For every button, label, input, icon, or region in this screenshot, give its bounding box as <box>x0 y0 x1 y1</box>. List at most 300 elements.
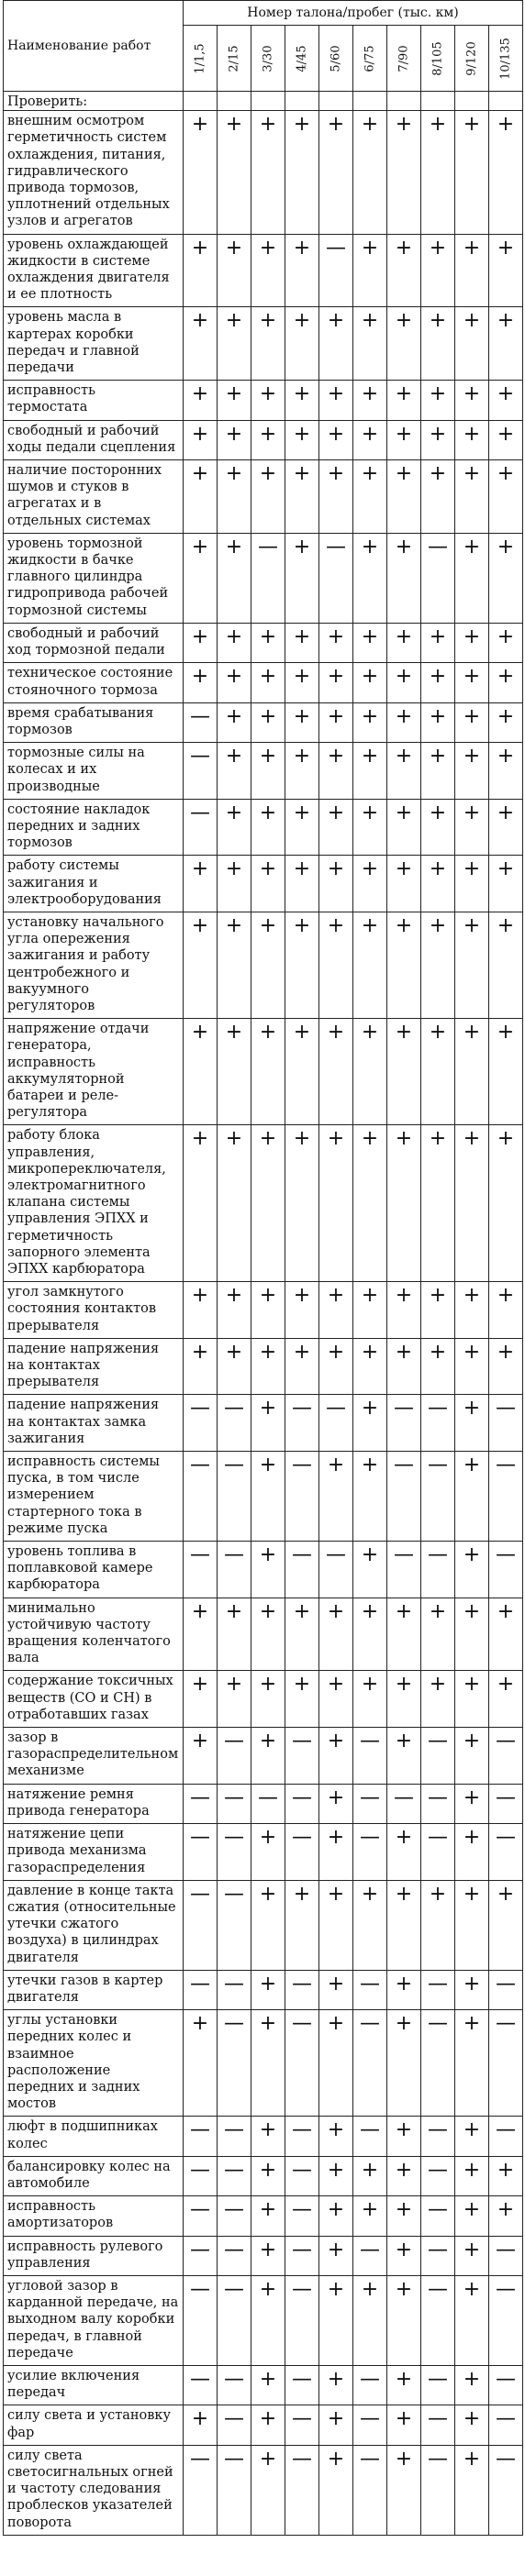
schedule-mark: + <box>387 743 421 800</box>
schedule-mark: + <box>285 702 319 742</box>
schedule-mark: — <box>184 1395 218 1452</box>
schedule-mark: — <box>319 533 353 623</box>
schedule-mark: — <box>184 2275 218 2365</box>
schedule-mark: + <box>387 2010 421 2117</box>
schedule-mark: + <box>489 623 523 662</box>
table-row <box>4 1728 523 1785</box>
schedule-mark: + <box>353 663 387 702</box>
work-description: установку начального угла опережения зажигания и работу центробежного и вакуумного регуляторов <box>4 912 184 1018</box>
coupon-label: 1/1,5 <box>193 42 207 74</box>
table-row <box>4 799 523 856</box>
schedule-mark: + <box>455 420 489 459</box>
schedule-mark: + <box>285 1125 319 1282</box>
schedule-mark: + <box>489 2196 523 2236</box>
schedule-mark: + <box>353 2275 387 2365</box>
schedule-mark: + <box>285 111 319 234</box>
coupon-label: 4/45 <box>295 45 309 72</box>
table-row <box>4 1880 523 1970</box>
schedule-mark: + <box>353 2196 387 2236</box>
work-description: исправность термостата <box>4 381 184 420</box>
schedule-mark: + <box>319 2156 353 2195</box>
schedule-mark: + <box>184 856 218 912</box>
schedule-mark: — <box>489 1452 523 1542</box>
schedule-mark: — <box>218 2445 251 2535</box>
schedule-mark: + <box>387 1338 421 1395</box>
schedule-mark: + <box>387 912 421 1018</box>
table-row <box>4 2445 523 2535</box>
schedule-mark: + <box>218 307 251 381</box>
work-description: исправность амортизаторов <box>4 2196 184 2236</box>
schedule-mark: + <box>184 663 218 702</box>
schedule-mark: + <box>455 2156 489 2195</box>
schedule-mark: + <box>387 2405 421 2445</box>
coupon-group-header: Номер талона/пробег (тыс. км) <box>184 1 523 26</box>
table-row <box>4 2010 523 2117</box>
schedule-mark: + <box>455 1880 489 1970</box>
schedule-mark: + <box>353 234 387 307</box>
schedule-mark: — <box>421 2156 455 2195</box>
schedule-mark: — <box>421 2236 455 2275</box>
schedule-mark: + <box>489 381 523 420</box>
schedule-mark: — <box>353 2445 387 2535</box>
schedule-mark: — <box>489 1728 523 1785</box>
schedule-mark: + <box>489 912 523 1018</box>
coupon-header <box>421 26 455 92</box>
schedule-mark: — <box>489 1970 523 2009</box>
schedule-mark: + <box>489 1282 523 1339</box>
schedule-mark: + <box>353 1125 387 1282</box>
schedule-mark: — <box>421 1395 455 1452</box>
schedule-mark: + <box>455 381 489 420</box>
schedule-mark: + <box>218 1338 251 1395</box>
schedule-mark: — <box>218 1728 251 1785</box>
schedule-mark: + <box>455 2196 489 2236</box>
schedule-mark: + <box>455 234 489 307</box>
work-description: угловой зазор в карданной передаче, на выходном валу коробки передач, в главной передаче <box>4 2275 184 2365</box>
schedule-mark: + <box>455 2117 489 2156</box>
schedule-mark: + <box>184 1282 218 1339</box>
schedule-mark: — <box>421 2365 455 2405</box>
work-description: натяжение цепи привода механизма газораспределения <box>4 1824 184 1881</box>
schedule-mark: + <box>455 1824 489 1881</box>
schedule-mark: — <box>218 2275 251 2365</box>
schedule-mark: + <box>353 420 387 459</box>
schedule-mark: + <box>489 799 523 856</box>
schedule-mark: — <box>353 2010 387 2117</box>
work-description: техническое состояние стояночного тормоза <box>4 663 184 702</box>
schedule-mark: — <box>489 1784 523 1823</box>
schedule-mark: — <box>285 1824 319 1881</box>
schedule-mark: + <box>251 2156 285 2195</box>
work-description: угол замкнутого состояния контактов прерывателя <box>4 1282 184 1339</box>
schedule-mark: + <box>285 743 319 800</box>
schedule-mark: + <box>184 1598 218 1671</box>
schedule-mark: — <box>489 2236 523 2275</box>
work-column-header: Наименование работ <box>4 1 184 92</box>
schedule-mark: + <box>489 1338 523 1395</box>
schedule-mark: + <box>285 856 319 912</box>
schedule-mark: — <box>184 2117 218 2156</box>
schedule-mark: + <box>455 2275 489 2365</box>
schedule-mark: — <box>421 2275 455 2365</box>
schedule-mark: + <box>319 2275 353 2365</box>
table-row <box>4 1671 523 1728</box>
schedule-mark: + <box>353 799 387 856</box>
schedule-mark: + <box>387 2365 421 2405</box>
schedule-mark: + <box>421 1598 455 1671</box>
schedule-mark: — <box>218 1970 251 2009</box>
schedule-mark: + <box>353 1542 387 1598</box>
schedule-mark: + <box>251 1019 285 1125</box>
table-row <box>4 1598 523 1671</box>
work-description: работу системы зажигания и электрооборудования <box>4 856 184 912</box>
schedule-mark: + <box>251 1542 285 1598</box>
schedule-mark: — <box>489 2117 523 2156</box>
schedule-mark: + <box>353 743 387 800</box>
schedule-mark: — <box>251 1784 285 1823</box>
work-description: работу блока управления, микропереключателя, электромагнитного клапана системы управления ЭПХХ и герметичность запорного элемента ЭПХХ карбюратора <box>4 1125 184 1282</box>
schedule-mark: + <box>319 623 353 662</box>
schedule-mark: + <box>387 381 421 420</box>
schedule-mark: — <box>251 533 285 623</box>
schedule-mark: — <box>184 743 218 800</box>
schedule-mark: + <box>489 702 523 742</box>
schedule-mark: + <box>184 307 218 381</box>
coupon-header <box>455 26 489 92</box>
schedule-mark: — <box>285 2445 319 2535</box>
schedule-mark: + <box>218 1671 251 1728</box>
coupon-header <box>319 26 353 92</box>
schedule-mark: + <box>489 743 523 800</box>
schedule-mark: + <box>285 420 319 459</box>
schedule-mark: + <box>218 381 251 420</box>
schedule-mark: + <box>455 1282 489 1339</box>
schedule-mark: + <box>387 799 421 856</box>
schedule-mark: — <box>421 1542 455 1598</box>
schedule-mark: + <box>353 1338 387 1395</box>
schedule-mark: — <box>421 2445 455 2535</box>
schedule-mark: + <box>184 381 218 420</box>
schedule-mark: + <box>319 663 353 702</box>
schedule-mark: + <box>319 1824 353 1881</box>
schedule-mark: + <box>455 2445 489 2535</box>
schedule-mark: + <box>285 663 319 702</box>
schedule-mark: + <box>387 2117 421 2156</box>
work-description: падение напряжения на контактах прерывателя <box>4 1338 184 1395</box>
schedule-mark: + <box>489 1671 523 1728</box>
schedule-mark: + <box>251 2196 285 2236</box>
schedule-mark: + <box>421 1282 455 1339</box>
schedule-mark: — <box>421 2010 455 2117</box>
schedule-mark: + <box>455 533 489 623</box>
schedule-mark: + <box>455 1338 489 1395</box>
schedule-mark: — <box>421 1970 455 2009</box>
coupon-header <box>251 26 285 92</box>
schedule-mark: + <box>353 111 387 234</box>
work-description: зазор в газораспределительном механизме <box>4 1728 184 1785</box>
table-row <box>4 2117 523 2156</box>
schedule-mark: + <box>353 912 387 1018</box>
schedule-mark: — <box>218 1784 251 1823</box>
schedule-mark: + <box>455 460 489 534</box>
schedule-mark: + <box>421 856 455 912</box>
schedule-mark: + <box>319 1019 353 1125</box>
schedule-mark: + <box>387 1671 421 1728</box>
work-description: исправность системы пуска, в том числе измерением стартерного тока в режиме пуска <box>4 1452 184 1542</box>
schedule-mark: + <box>455 307 489 381</box>
work-description: наличие посторонних шумов и стуков в агрегатах и в отдельных системах <box>4 460 184 534</box>
table-row <box>4 1970 523 2009</box>
schedule-mark: + <box>319 799 353 856</box>
schedule-mark: + <box>319 381 353 420</box>
schedule-mark: + <box>353 307 387 381</box>
schedule-mark: — <box>353 1784 387 1823</box>
schedule-mark: + <box>387 307 421 381</box>
schedule-mark: + <box>218 1019 251 1125</box>
schedule-mark: + <box>421 111 455 234</box>
table-row <box>4 856 523 912</box>
schedule-mark: — <box>184 1784 218 1823</box>
schedule-mark: + <box>218 533 251 623</box>
schedule-mark: + <box>319 1671 353 1728</box>
schedule-mark: — <box>218 2010 251 2117</box>
schedule-mark: + <box>387 2275 421 2365</box>
schedule-mark: — <box>489 1395 523 1452</box>
work-description: давление в конце такта сжатия (относительные утечки сжатого воздуха) в цилиндрах двигателя <box>4 1880 184 1970</box>
schedule-mark: + <box>455 2236 489 2275</box>
schedule-mark: — <box>218 1452 251 1542</box>
table-row <box>4 623 523 662</box>
schedule-mark: — <box>421 1452 455 1542</box>
schedule-mark: — <box>184 2365 218 2405</box>
coupon-label: 9/120 <box>464 40 479 76</box>
schedule-mark: — <box>353 1824 387 1881</box>
table-row <box>4 460 523 534</box>
schedule-mark: + <box>184 1019 218 1125</box>
schedule-mark: + <box>251 1970 285 2009</box>
schedule-mark: — <box>218 1395 251 1452</box>
schedule-mark: + <box>319 1598 353 1671</box>
schedule-mark: — <box>353 2236 387 2275</box>
schedule-mark: + <box>489 460 523 534</box>
schedule-mark: + <box>489 1880 523 1970</box>
schedule-mark: + <box>319 1282 353 1339</box>
schedule-mark: + <box>218 856 251 912</box>
schedule-mark: + <box>184 1728 218 1785</box>
schedule-mark: + <box>387 111 421 234</box>
schedule-mark: + <box>353 856 387 912</box>
schedule-mark: + <box>251 743 285 800</box>
schedule-mark: + <box>455 1784 489 1823</box>
schedule-mark: + <box>184 1671 218 1728</box>
table-row <box>4 1125 523 1282</box>
table-row <box>4 1019 523 1125</box>
work-description: содержание токсичных веществ (СО и СН) в отработавших газах <box>4 1671 184 1728</box>
schedule-mark: + <box>421 799 455 856</box>
schedule-mark: + <box>387 2445 421 2535</box>
schedule-mark: — <box>218 1824 251 1881</box>
schedule-mark: + <box>251 623 285 662</box>
schedule-mark: — <box>184 702 218 742</box>
schedule-mark: + <box>387 1019 421 1125</box>
schedule-mark: + <box>489 663 523 702</box>
table-row <box>4 2236 523 2275</box>
schedule-mark: + <box>387 1824 421 1881</box>
table-row <box>4 2405 523 2445</box>
work-description: состояние накладок передних и задних тормозов <box>4 799 184 856</box>
coupon-label: 3/30 <box>261 45 275 72</box>
schedule-mark: + <box>319 2405 353 2445</box>
schedule-mark: + <box>455 1542 489 1598</box>
schedule-mark: + <box>421 1671 455 1728</box>
schedule-mark: + <box>218 420 251 459</box>
schedule-mark: + <box>319 702 353 742</box>
table-row <box>4 1395 523 1452</box>
schedule-mark: + <box>353 1598 387 1671</box>
schedule-mark: + <box>218 663 251 702</box>
schedule-mark: + <box>455 1598 489 1671</box>
schedule-mark: + <box>353 1671 387 1728</box>
schedule-mark: + <box>319 111 353 234</box>
schedule-mark: + <box>251 702 285 742</box>
schedule-mark: + <box>353 1395 387 1452</box>
schedule-mark: + <box>251 1452 285 1542</box>
schedule-mark: + <box>251 1598 285 1671</box>
schedule-mark: + <box>387 1728 421 1785</box>
schedule-mark: + <box>218 1125 251 1282</box>
schedule-mark: + <box>421 420 455 459</box>
schedule-mark: + <box>387 420 421 459</box>
table-row <box>4 1542 523 1598</box>
schedule-mark: — <box>184 1824 218 1881</box>
work-description: свободный и рабочий ход тормозной педали <box>4 623 184 662</box>
schedule-mark: + <box>387 663 421 702</box>
schedule-mark: + <box>421 234 455 307</box>
schedule-mark: — <box>421 2117 455 2156</box>
schedule-mark: + <box>421 1125 455 1282</box>
work-description: минимально устойчивую частоту вращения коленчатого вала <box>4 1598 184 1671</box>
schedule-mark: + <box>285 1671 319 1728</box>
table-row <box>4 2156 523 2195</box>
coupon-header <box>184 26 218 92</box>
schedule-mark: + <box>218 234 251 307</box>
schedule-mark: + <box>421 1338 455 1395</box>
schedule-mark: + <box>218 1282 251 1339</box>
schedule-mark: + <box>285 1598 319 1671</box>
schedule-mark: + <box>489 533 523 623</box>
schedule-mark: + <box>455 2365 489 2405</box>
schedule-mark: — <box>285 1452 319 1542</box>
schedule-mark: + <box>285 533 319 623</box>
schedule-mark: — <box>353 2365 387 2405</box>
work-description: уровень охлаждающей жидкости в системе охлаждения двигателя и ее плотность <box>4 234 184 307</box>
table-row <box>4 2196 523 2236</box>
schedule-mark: — <box>218 1542 251 1598</box>
schedule-mark: + <box>489 1125 523 1282</box>
schedule-mark: — <box>421 1728 455 1785</box>
schedule-mark: + <box>251 2236 285 2275</box>
schedule-mark: + <box>455 1728 489 1785</box>
schedule-mark: — <box>285 1542 319 1598</box>
work-description: внешним осмотром герметичность систем охлаждения, питания, гидравлического привода тормозов, уплотнений отдельных узлов и агрегатов <box>4 111 184 234</box>
schedule-mark: — <box>353 1970 387 2009</box>
coupon-header <box>285 26 319 92</box>
schedule-mark: + <box>387 460 421 534</box>
coupon-label: 2/15 <box>227 45 241 72</box>
schedule-mark: + <box>319 856 353 912</box>
schedule-mark: + <box>184 1125 218 1282</box>
schedule-mark: + <box>251 381 285 420</box>
schedule-mark: + <box>319 912 353 1018</box>
table-row <box>4 307 523 381</box>
schedule-mark: + <box>218 1598 251 1671</box>
coupon-label: 6/75 <box>363 45 377 72</box>
work-description: тормозные силы на колесах и их производные <box>4 743 184 800</box>
schedule-mark: — <box>319 1542 353 1598</box>
schedule-mark: — <box>285 1784 319 1823</box>
table-row <box>4 663 523 702</box>
schedule-mark: + <box>251 307 285 381</box>
schedule-mark: + <box>489 1019 523 1125</box>
schedule-mark: + <box>489 234 523 307</box>
table-row <box>4 533 523 623</box>
work-description: уровень тормозной жидкости в бачке главного цилиндра гидропривода рабочей тормозной системы <box>4 533 184 623</box>
work-description: падение напряжения на контактах замка зажигания <box>4 1395 184 1452</box>
schedule-mark: + <box>387 1880 421 1970</box>
schedule-mark: + <box>387 234 421 307</box>
schedule-mark: + <box>353 1019 387 1125</box>
schedule-mark: — <box>421 2405 455 2445</box>
schedule-mark: + <box>489 2156 523 2195</box>
schedule-mark: + <box>251 234 285 307</box>
table-row <box>4 420 523 459</box>
schedule-mark: + <box>251 799 285 856</box>
schedule-mark: + <box>421 663 455 702</box>
table-row <box>4 912 523 1018</box>
schedule-mark: + <box>353 1880 387 1970</box>
table-row <box>4 2275 523 2365</box>
schedule-mark: + <box>319 2117 353 2156</box>
schedule-mark: + <box>251 1671 285 1728</box>
intro-label: Проверить: <box>4 92 184 111</box>
schedule-mark: + <box>218 799 251 856</box>
work-description: люфт в подшипниках колес <box>4 2117 184 2156</box>
work-description: усилие включения передач <box>4 2365 184 2405</box>
schedule-mark: + <box>319 1880 353 1970</box>
work-description: уровень топлива в поплавковой камере карбюратора <box>4 1542 184 1598</box>
schedule-mark: — <box>285 2236 319 2275</box>
work-description: натяжение ремня привода генератора <box>4 1784 184 1823</box>
schedule-mark: + <box>387 2236 421 2275</box>
schedule-mark: + <box>218 743 251 800</box>
schedule-mark: — <box>218 1880 251 1970</box>
schedule-mark: — <box>285 2365 319 2405</box>
schedule-mark: — <box>387 1395 421 1452</box>
work-description: исправность рулевого управления <box>4 2236 184 2275</box>
schedule-mark: — <box>319 234 353 307</box>
table-row <box>4 381 523 420</box>
schedule-mark: — <box>184 1970 218 2009</box>
table-row <box>4 111 523 234</box>
schedule-mark: + <box>455 663 489 702</box>
schedule-mark: + <box>387 1970 421 2009</box>
table-row <box>4 2365 523 2405</box>
schedule-mark: — <box>218 2196 251 2236</box>
schedule-mark: + <box>387 1125 421 1282</box>
schedule-mark: — <box>184 1880 218 1970</box>
schedule-mark: + <box>489 856 523 912</box>
schedule-mark: + <box>319 2365 353 2405</box>
